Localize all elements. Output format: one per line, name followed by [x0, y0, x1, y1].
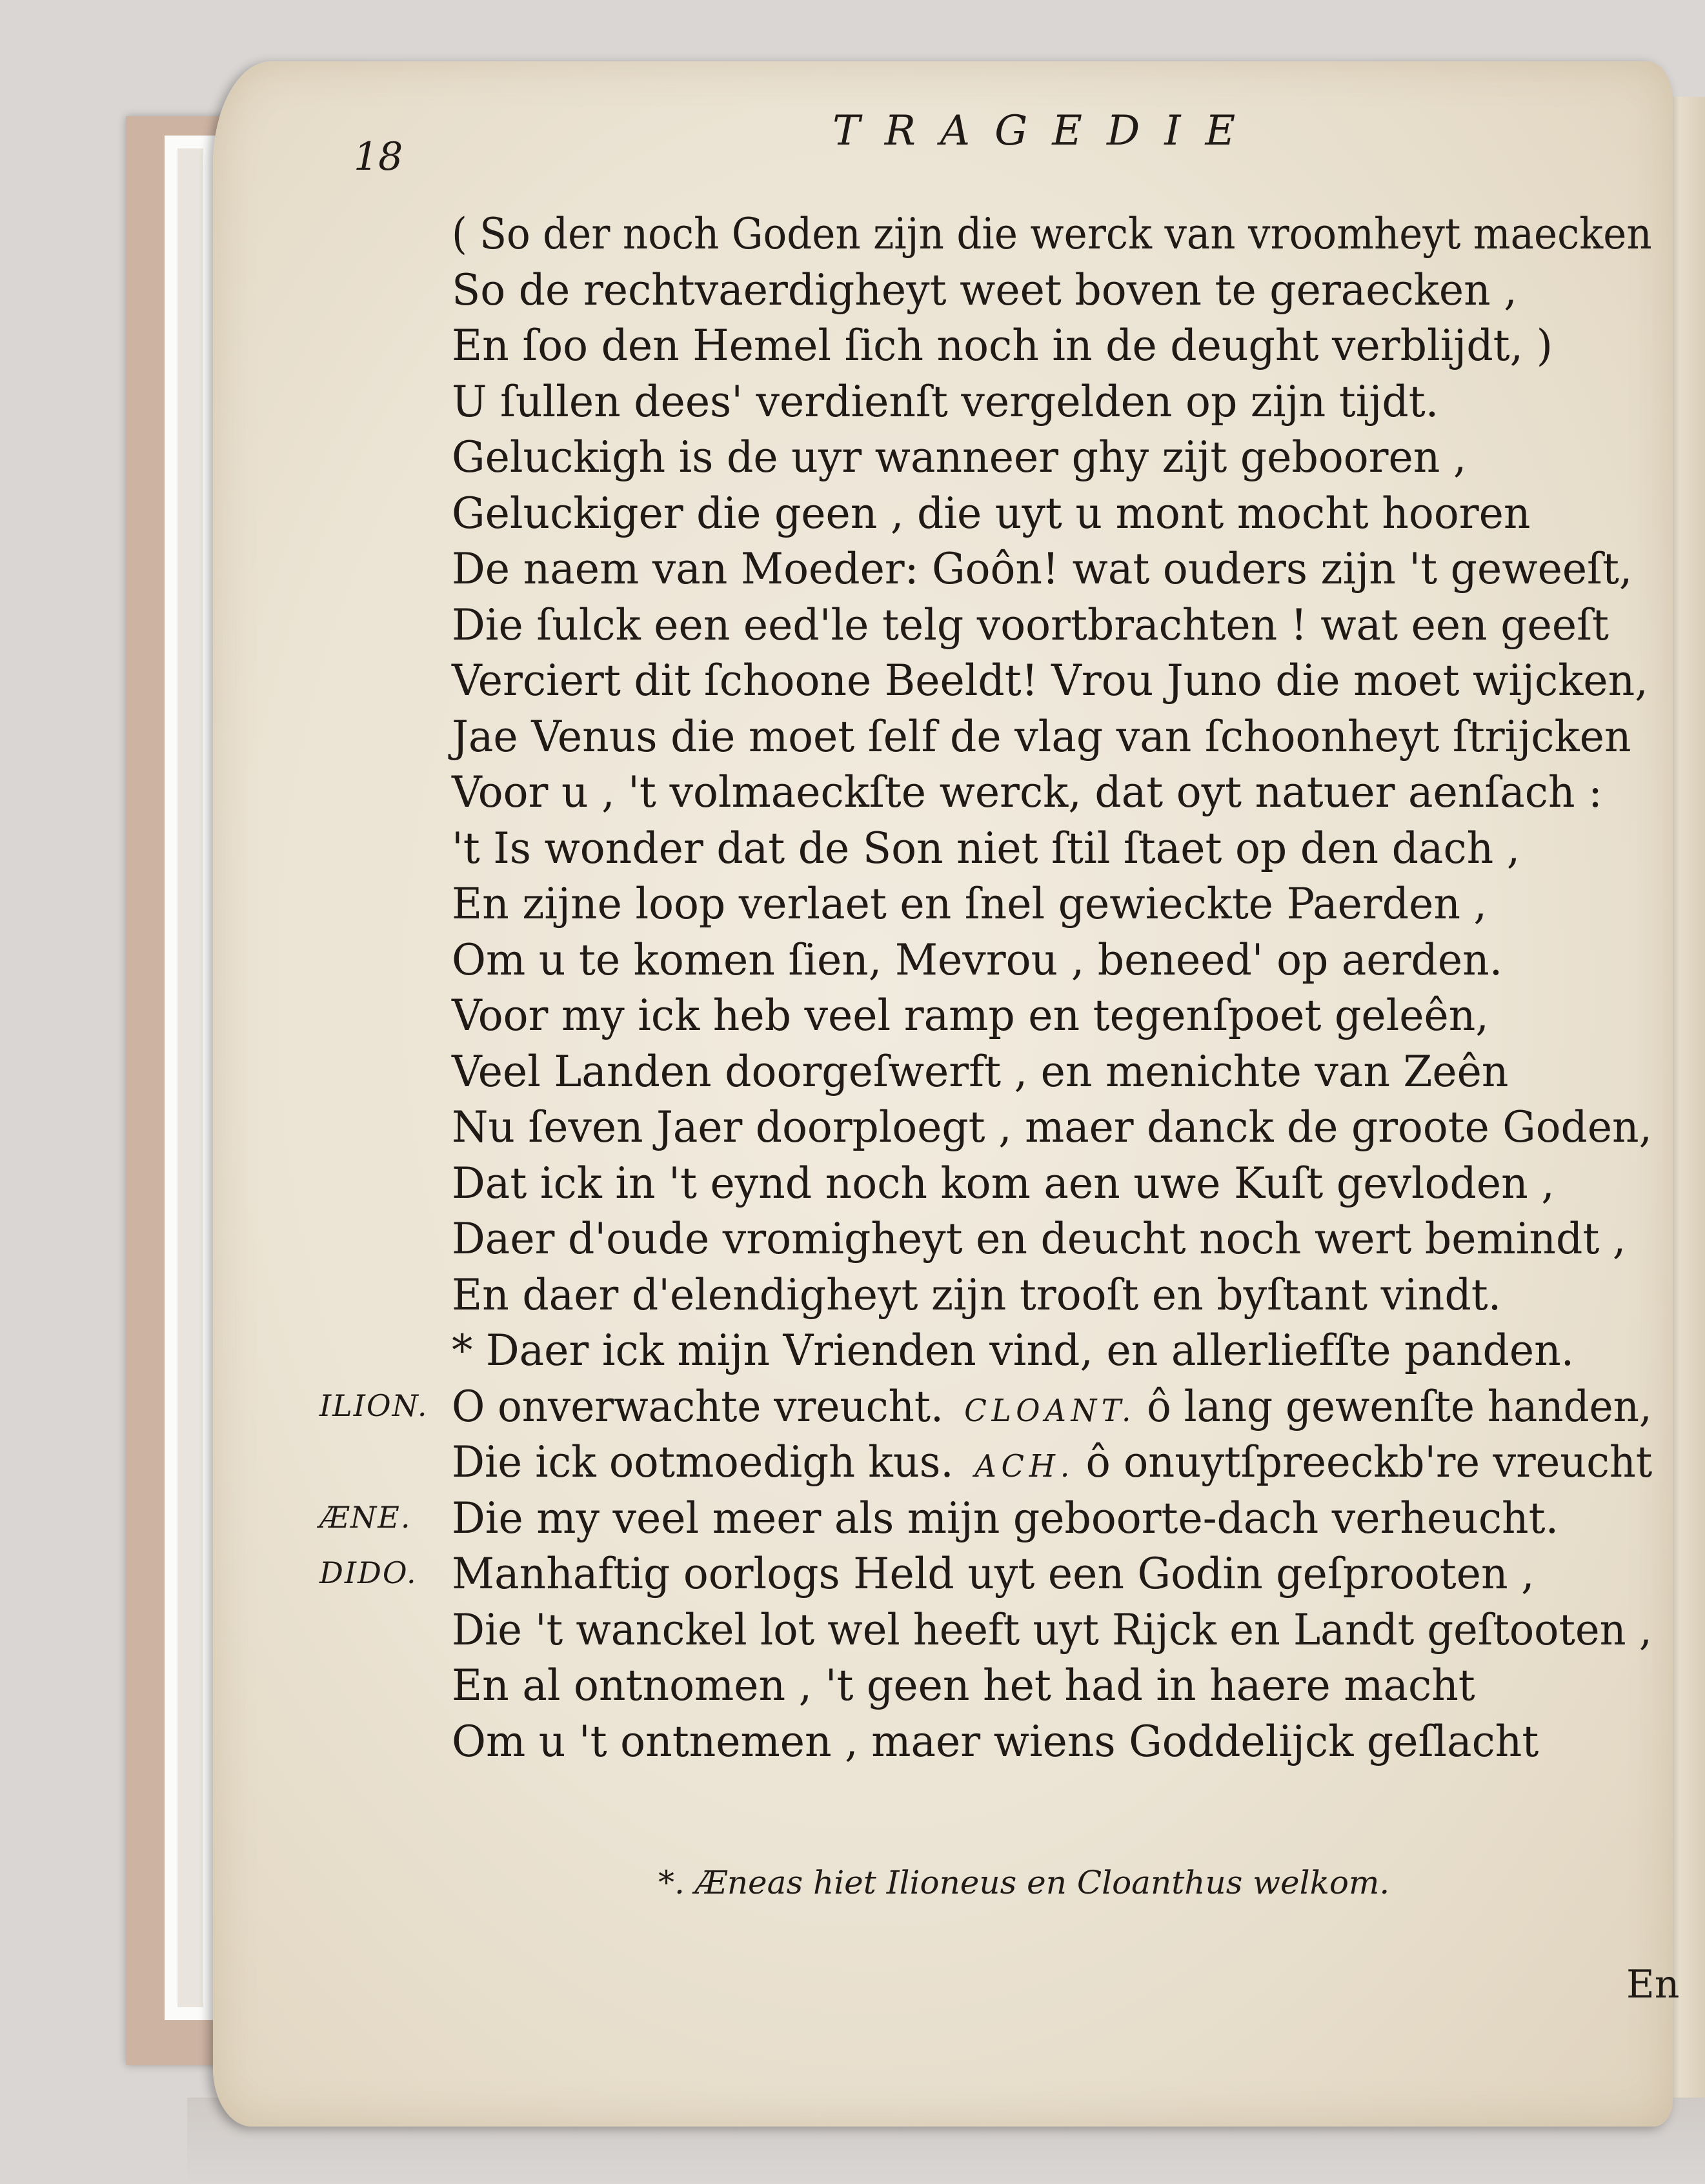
verse-line: [452, 263, 1652, 319]
verse-line: [452, 1323, 1652, 1379]
verse-line: [452, 1044, 1652, 1100]
verse-line: [452, 1211, 1652, 1268]
verse-line: [452, 207, 1652, 263]
verse-line-text: Die ick ootmoedigh kus.: [452, 1437, 954, 1487]
inline-speaker-label: ACH.: [974, 1448, 1075, 1484]
verse-line-text: Die my veel meer als mijn geboorte-dach verheucht.: [452, 1493, 1559, 1543]
verse-line-text: Jae Venus die moet ſelf de vlag van ſchoonheyt ſtrijcken: [452, 711, 1631, 762]
verse-line-text: Daer d'oude vromigheyt en deucht noch wert bemindt ,: [452, 1214, 1626, 1264]
verse-line: [452, 653, 1652, 709]
verse-line-text: De naem van Moeder: Goôn! wat ouders zijn 't geweeſt,: [452, 544, 1633, 594]
verse-line: [452, 1714, 1652, 1770]
verse-line-text-continued: ô onuytſpreeckb're vreucht: [1085, 1437, 1653, 1487]
verse-line: [452, 598, 1652, 654]
verse-line: [452, 988, 1652, 1044]
verse-line-text: Nu ſeven Jaer doorploegt , maer danck de groote Goden,: [452, 1102, 1653, 1152]
speaker-label: DIDO.: [319, 1555, 418, 1590]
verse-line-text: Voor u , 't volmaeckſte werck, dat oyt natuer aenſach :: [452, 767, 1602, 817]
verse-line-text: Geluckigh is de uyr wanneer ghy zijt gebooren ,: [452, 432, 1467, 482]
verse-line: [452, 1156, 1652, 1212]
verse-line-text: ( So der noch Goden zijn die werck van vroomheyt maecken: [452, 209, 1652, 259]
verse-line: [452, 486, 1652, 542]
verse-line: [452, 1435, 1653, 1491]
verse-line: [452, 933, 1652, 989]
verse-line-text: Die 't wanckel lot wel heeft uyt Rijck en Landt geſtooten ,: [452, 1604, 1652, 1655]
verse-line: [452, 765, 1652, 821]
verse-line: [452, 1491, 1652, 1547]
verse-line-text: U ſullen dees' verdienſt vergelden op zijn tijdt.: [452, 376, 1439, 427]
verse-line-text: Geluckiger die geen , die uyt u mont mocht hooren: [452, 488, 1531, 538]
verse-line: [452, 541, 1652, 598]
running-head: TRAGEDIE: [832, 107, 1260, 155]
verse-line-text: Dat ick in 't eynd noch kom aen uwe Kuſt gevloden ,: [452, 1158, 1555, 1208]
verse-line: [452, 430, 1652, 486]
verse-line-text: Verciert dit ſchoone Beeldt! Vrou Juno die moet wijcken,: [452, 656, 1648, 705]
verse-line: [452, 1100, 1653, 1156]
verse-line-text: Om u te komen ſien, Mevrou , beneed' op aerden.: [452, 935, 1503, 985]
verse-line-text-continued: ô lang gewenſte handen,: [1147, 1381, 1652, 1431]
verse-line-text: So de rechtvaerdigheyt weet boven te geraecken ,: [452, 265, 1517, 315]
verse-line-text: Om u 't ontnemen , maer wiens Goddelijck geſlacht: [452, 1716, 1539, 1766]
speaker-label: ILION.: [319, 1388, 429, 1423]
verse-line: [452, 374, 1652, 430]
inline-speaker-label: CLOANT.: [964, 1392, 1136, 1429]
verse-line: [452, 1379, 1652, 1435]
verse-line-text: Manhaftig oorlogs Held uyt een Godin geſprooten ,: [452, 1549, 1535, 1599]
verse-line-text: En ſoo den Hemel ſich noch in de deught verblijdt, ): [452, 321, 1553, 370]
verse-line-text: En zijne loop verlaet en ſnel gewieckte Paerden ,: [452, 879, 1488, 929]
verse-line-text: En daer d'elendigheyt zijn trooſt en byſtant vindt.: [452, 1269, 1502, 1320]
verse-line: [452, 821, 1652, 877]
verse-line-text: O onverwachte vreucht.: [452, 1381, 943, 1431]
backing-board-inner-edge: [177, 148, 203, 2007]
verse-line: [452, 709, 1652, 765]
verse-line-text: Die ſulck een eed'le telg voortbrachten ! wat een geeſt: [452, 600, 1609, 650]
verse-line-text: Voor my ick heb veel ramp en tegenſpoet geleên,: [452, 991, 1489, 1040]
verse-line: [452, 876, 1652, 933]
verse-line-text: En al ontnomen , 't geen het had in haere macht: [452, 1661, 1475, 1710]
footnote: *. Æneas hiet Ilioneus en Cloanthus welkom.: [658, 1864, 1390, 1901]
verse-line: [452, 318, 1652, 374]
verse-text: [452, 207, 1678, 1770]
verse-line-text: Veel Landen doorgeſwerft , en menichte van Zeên: [452, 1046, 1509, 1097]
verse-line-text: * Daer ick mijn Vrienden vind, en allerliefſte panden.: [452, 1326, 1575, 1375]
verse-line: [452, 1603, 1652, 1659]
verse-line-text: 't Is wonder dat de Son niet ſtil ſtaet op den dach ,: [452, 823, 1520, 873]
catchword: En: [1626, 1962, 1680, 2007]
page-number: 18: [354, 134, 403, 179]
verse-line: [452, 1658, 1652, 1714]
verse-line: [452, 1268, 1652, 1324]
speaker-label: ÆNE.: [319, 1499, 412, 1535]
verse-line: [452, 1546, 1652, 1603]
